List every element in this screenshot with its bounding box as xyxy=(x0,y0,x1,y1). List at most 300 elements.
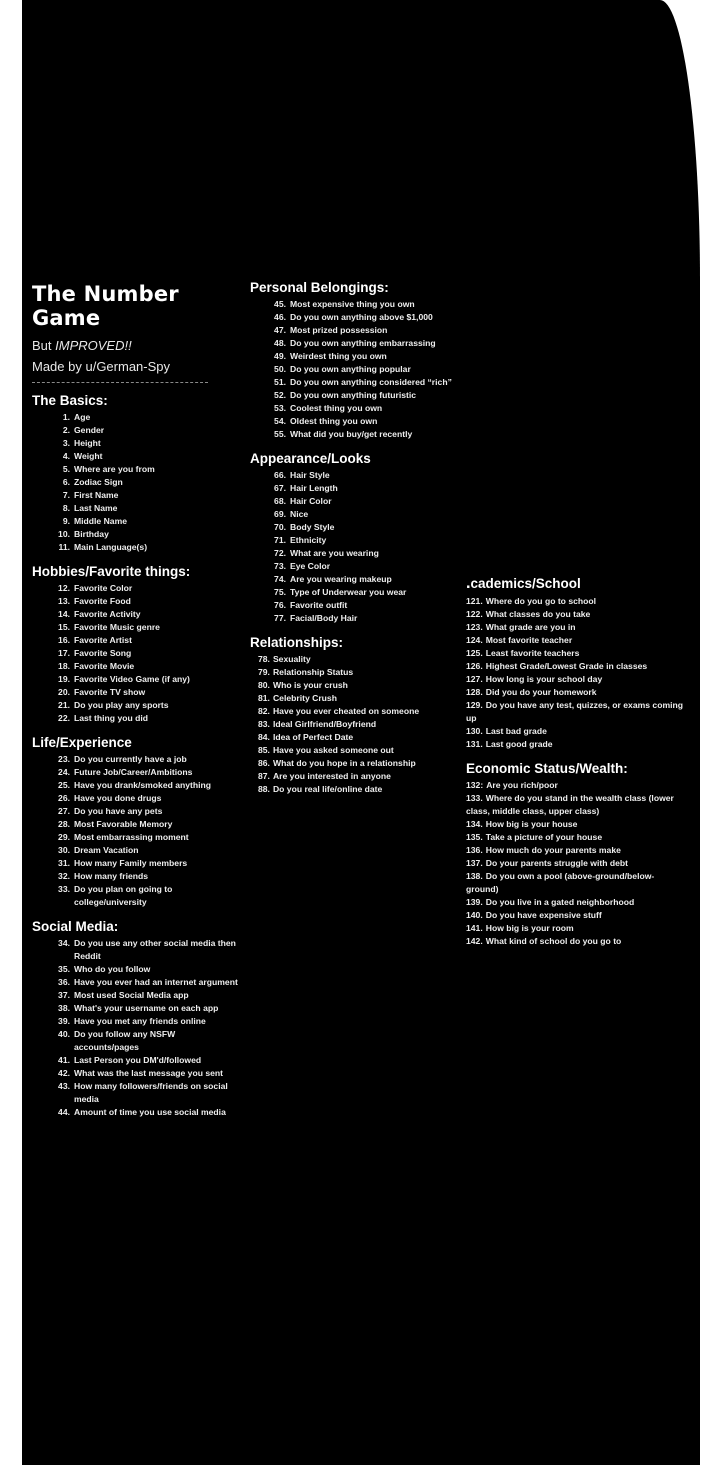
list-item xyxy=(258,679,462,692)
item-text: Favorite Song xyxy=(74,648,132,658)
item-text: Take a picture of your house xyxy=(485,832,603,842)
item-number: 49. xyxy=(274,351,286,361)
item-text: Height xyxy=(74,438,101,448)
item-number: 127. xyxy=(466,674,483,684)
item-text: What was the last message you sent xyxy=(74,1068,224,1078)
item-text: Favorite outfit xyxy=(290,600,348,610)
item-number: 130. xyxy=(466,726,483,736)
list-item xyxy=(48,1028,242,1054)
list-item xyxy=(258,363,462,376)
item-number: 23. xyxy=(58,754,70,764)
column-1 xyxy=(32,282,242,1129)
item-text: Most favorite teacher xyxy=(485,635,573,645)
item-number: 68. xyxy=(274,496,286,506)
item-number: 85. xyxy=(258,745,270,755)
item-number: 39. xyxy=(58,1016,70,1026)
item-number: 86. xyxy=(258,758,270,768)
list-item xyxy=(466,595,686,608)
item-text: Ideal Girlfriend/Boyfriend xyxy=(272,719,377,729)
question-list xyxy=(250,298,462,441)
list-item xyxy=(258,389,462,402)
list-item xyxy=(48,766,242,779)
item-text: Favorite Activity xyxy=(74,609,141,619)
list-item xyxy=(258,311,462,324)
item-text: Age xyxy=(74,412,91,422)
question-list xyxy=(32,937,242,1119)
section xyxy=(250,635,462,796)
list-item xyxy=(48,424,242,437)
item-text: Favorite Music genre xyxy=(74,622,160,632)
section xyxy=(32,919,242,1119)
item-text: Birthday xyxy=(74,529,109,539)
item-text: Do you have expensive stuff xyxy=(485,910,602,920)
item-text: Do you own anything considered “rich” xyxy=(290,377,452,387)
item-text: What are you wearing xyxy=(290,548,379,558)
item-text: Facial/Body Hair xyxy=(290,613,358,623)
item-text: Are you wearing makeup xyxy=(290,574,392,584)
item-number: 48. xyxy=(274,338,286,348)
list-item xyxy=(48,502,242,515)
item-text: How many followers/friends on social media xyxy=(74,1081,228,1104)
item-text: Do you own anything futuristic xyxy=(290,390,417,400)
question-list xyxy=(250,653,462,796)
list-item xyxy=(48,976,242,989)
list-item xyxy=(48,963,242,976)
list-item xyxy=(466,792,686,818)
list-item xyxy=(258,534,462,547)
item-number: 84. xyxy=(258,732,270,742)
item-number: 132: xyxy=(466,780,484,790)
item-text: Do you live in a gated neighborhood xyxy=(485,897,635,907)
item-number: 129. xyxy=(466,700,483,710)
column-2-sections xyxy=(250,280,462,796)
list-item xyxy=(48,541,242,554)
item-text: Favorite Artist xyxy=(74,635,132,645)
item-number: 133. xyxy=(466,793,483,803)
list-item xyxy=(258,653,462,666)
list-item xyxy=(466,699,686,725)
list-item xyxy=(48,582,242,595)
list-item xyxy=(48,712,242,725)
item-text: Have you ever cheated on someone xyxy=(272,706,420,716)
list-item xyxy=(466,909,686,922)
list-item xyxy=(48,673,242,686)
list-item xyxy=(258,324,462,337)
list-item xyxy=(258,612,462,625)
list-item xyxy=(48,621,242,634)
item-number: 78. xyxy=(258,654,270,664)
item-text: How long is your school day xyxy=(485,674,603,684)
list-item xyxy=(466,686,686,699)
list-item xyxy=(48,686,242,699)
item-number: 5. xyxy=(62,464,70,474)
list-item xyxy=(48,608,242,621)
page-title: The Number Game xyxy=(32,282,179,330)
list-item xyxy=(466,673,686,686)
item-text: Celebrity Crush xyxy=(272,693,337,703)
list-item xyxy=(258,337,462,350)
item-text: What's your username on each app xyxy=(74,1003,219,1013)
item-text: Are you interested in anyone xyxy=(272,771,391,781)
item-text: How big is your room xyxy=(485,923,574,933)
item-number: 13. xyxy=(58,596,70,606)
item-number: 135. xyxy=(466,832,483,842)
item-text: How big is your house xyxy=(485,819,578,829)
item-number: 30. xyxy=(58,845,70,855)
list-item xyxy=(466,608,686,621)
document-page xyxy=(22,0,700,1465)
item-number: 33. xyxy=(58,884,70,894)
item-number: 6. xyxy=(62,477,70,487)
item-number: 4. xyxy=(62,451,70,461)
item-number: 38. xyxy=(58,1003,70,1013)
item-number: 139. xyxy=(466,897,483,907)
item-text: Idea of Perfect Date xyxy=(272,732,354,742)
list-item xyxy=(48,805,242,818)
section xyxy=(250,451,462,625)
item-text: Last good grade xyxy=(485,739,553,749)
author-credit: Made by u/German-Spy xyxy=(32,359,171,374)
item-text: Most embarrassing moment xyxy=(74,832,189,842)
item-text: Zodiac Sign xyxy=(74,477,123,487)
item-number: 138. xyxy=(466,871,483,881)
item-number: 55. xyxy=(274,429,286,439)
list-item xyxy=(48,437,242,450)
item-number: 131. xyxy=(466,739,483,749)
section-title: Life/Experience xyxy=(32,735,132,750)
column-3 xyxy=(466,576,686,958)
item-number: 121. xyxy=(466,596,483,606)
list-item xyxy=(466,660,686,673)
subtitle-emphasis: IMPROVED!! xyxy=(55,338,132,353)
header-divider xyxy=(32,382,208,383)
question-list xyxy=(32,411,242,554)
list-item xyxy=(48,1054,242,1067)
page-subtitle xyxy=(32,338,242,353)
item-text: Do you have any test, quizzes, or exams coming up xyxy=(466,700,683,723)
item-number: 75. xyxy=(274,587,286,597)
list-item xyxy=(258,692,462,705)
item-text: Do you have any pets xyxy=(74,806,163,816)
list-item xyxy=(48,989,242,1002)
item-number: 27. xyxy=(58,806,70,816)
item-number: 46. xyxy=(274,312,286,322)
item-number: 31. xyxy=(58,858,70,868)
item-text: What do you hope in a relationship xyxy=(272,758,416,768)
item-text: Middle Name xyxy=(74,516,128,526)
section-title: Relationships: xyxy=(250,635,344,650)
item-text: Do you own anything embarrassing xyxy=(290,338,436,348)
item-text: Last thing you did xyxy=(74,713,148,723)
list-item xyxy=(258,783,462,796)
item-text: Last Person you DM'd/followed xyxy=(74,1055,202,1065)
list-item xyxy=(466,725,686,738)
item-number: 8. xyxy=(62,503,70,513)
section xyxy=(32,735,242,909)
item-text: Do you own a pool (above-ground/below-ground) xyxy=(466,871,655,894)
item-number: 71. xyxy=(274,535,286,545)
item-text: What kind of school do you go to xyxy=(485,936,622,946)
list-item xyxy=(258,718,462,731)
item-text: Hair Length xyxy=(290,483,338,493)
item-text: Gender xyxy=(74,425,105,435)
list-item xyxy=(48,1080,242,1106)
item-text: Where do you go to school xyxy=(485,596,597,606)
list-item xyxy=(48,647,242,660)
item-text: Hair Style xyxy=(290,470,330,480)
item-text: Do you real life/online date xyxy=(272,784,383,794)
column-3-sections xyxy=(466,576,686,948)
item-text: How much do your parents make xyxy=(485,845,621,855)
item-text: Who is your crush xyxy=(272,680,348,690)
item-text: Do you use any other social media then Reddit xyxy=(74,938,236,961)
list-item xyxy=(258,599,462,612)
list-item xyxy=(466,922,686,935)
item-text: Weirdest thing you own xyxy=(290,351,387,361)
list-item xyxy=(258,770,462,783)
item-number: 29. xyxy=(58,832,70,842)
item-text: Eye Color xyxy=(290,561,331,571)
item-number: 20. xyxy=(58,687,70,697)
item-number: 17. xyxy=(58,648,70,658)
item-text: What did you buy/get recently xyxy=(290,429,413,439)
list-item xyxy=(48,1067,242,1080)
item-number: 18. xyxy=(58,661,70,671)
item-text: Do you currently have a job xyxy=(74,754,187,764)
question-list xyxy=(32,753,242,909)
item-text: Favorite Movie xyxy=(74,661,135,671)
item-number: 81. xyxy=(258,693,270,703)
item-number: 36. xyxy=(58,977,70,987)
item-text: Last bad grade xyxy=(485,726,547,736)
item-text: Highest Grade/Lowest Grade in classes xyxy=(485,661,648,671)
item-text: Do you play any sports xyxy=(74,700,169,710)
list-item xyxy=(258,469,462,482)
item-number: 125. xyxy=(466,648,483,658)
list-item xyxy=(466,738,686,751)
list-item xyxy=(48,489,242,502)
item-number: 45. xyxy=(274,299,286,309)
list-item xyxy=(258,731,462,744)
section-title: Hobbies/Favorite things: xyxy=(32,564,191,579)
item-text: Hair Color xyxy=(290,496,332,506)
list-item xyxy=(258,744,462,757)
item-number: 54. xyxy=(274,416,286,426)
item-text: Did you do your homework xyxy=(485,687,597,697)
list-item xyxy=(258,428,462,441)
list-item xyxy=(48,857,242,870)
item-number: 21. xyxy=(58,700,70,710)
item-number: 41. xyxy=(58,1055,70,1065)
item-number: 35. xyxy=(58,964,70,974)
item-number: 37. xyxy=(58,990,70,1000)
list-item xyxy=(48,792,242,805)
item-number: 25. xyxy=(58,780,70,790)
item-number: 126. xyxy=(466,661,483,671)
item-text: Where are you from xyxy=(74,464,155,474)
item-number: 122. xyxy=(466,609,483,619)
item-text: Coolest thing you own xyxy=(290,403,383,413)
item-text: Have you ever had an internet argument xyxy=(74,977,238,987)
item-text: Do you own anything popular xyxy=(290,364,411,374)
list-item xyxy=(48,595,242,608)
list-item xyxy=(48,844,242,857)
item-number: 72. xyxy=(274,548,286,558)
question-list xyxy=(466,779,686,948)
section-title: ․cademics/School xyxy=(466,576,581,591)
item-number: 50. xyxy=(274,364,286,374)
item-text: Amount of time you use social media xyxy=(74,1107,226,1117)
item-text: Are you rich/poor xyxy=(486,780,558,790)
item-number: 42. xyxy=(58,1068,70,1078)
list-item xyxy=(48,476,242,489)
item-text: Have you asked someone out xyxy=(272,745,394,755)
question-list xyxy=(466,595,686,751)
item-number: 44. xyxy=(58,1107,70,1117)
item-text: Dream Vacation xyxy=(74,845,139,855)
list-item xyxy=(48,870,242,883)
list-item xyxy=(48,779,242,792)
list-item xyxy=(258,573,462,586)
list-item xyxy=(466,844,686,857)
item-number: 134. xyxy=(466,819,483,829)
list-item xyxy=(258,376,462,389)
item-number: 3. xyxy=(62,438,70,448)
item-number: 11. xyxy=(58,542,70,552)
list-item xyxy=(258,350,462,363)
item-text: First Name xyxy=(74,490,119,500)
list-item xyxy=(258,482,462,495)
item-text: Do you plan on going to college/university xyxy=(74,884,173,907)
list-item xyxy=(258,757,462,770)
item-number: 32. xyxy=(58,871,70,881)
item-text: Do you follow any NSFW accounts/pages xyxy=(74,1029,176,1052)
list-item xyxy=(48,1002,242,1015)
item-text: Have you drank/smoked anything xyxy=(74,780,212,790)
item-number: 9. xyxy=(62,516,70,526)
list-item xyxy=(466,935,686,948)
item-text: Nice xyxy=(290,509,309,519)
section xyxy=(250,280,462,441)
item-number: 124. xyxy=(466,635,483,645)
list-item xyxy=(466,634,686,647)
item-text: Oldest thing you own xyxy=(290,416,378,426)
item-text: Relationship Status xyxy=(272,667,354,677)
item-text: Do you own anything above $1,000 xyxy=(290,312,433,322)
list-item xyxy=(48,753,242,766)
item-number: 123. xyxy=(466,622,483,632)
item-number: 51. xyxy=(274,377,286,387)
item-number: 28. xyxy=(58,819,70,829)
list-item xyxy=(466,621,686,634)
list-item xyxy=(48,515,242,528)
item-number: 40. xyxy=(58,1029,70,1039)
item-number: 66. xyxy=(274,470,286,480)
item-text: How many friends xyxy=(74,871,149,881)
item-number: 24. xyxy=(58,767,70,777)
list-item xyxy=(48,660,242,673)
item-number: 88. xyxy=(258,784,270,794)
item-number: 15. xyxy=(58,622,70,632)
item-number: 22. xyxy=(58,713,70,723)
item-number: 52. xyxy=(274,390,286,400)
item-number: 53. xyxy=(274,403,286,413)
item-number: 10. xyxy=(58,529,70,539)
list-item xyxy=(48,831,242,844)
item-number: 73. xyxy=(274,561,286,571)
list-item xyxy=(48,1106,242,1119)
section xyxy=(32,393,242,554)
item-text: Ethnicity xyxy=(290,535,327,545)
item-text: Most expensive thing you own xyxy=(290,299,415,309)
item-number: 142. xyxy=(466,936,483,946)
item-number: 12. xyxy=(58,583,70,593)
item-number: 137. xyxy=(466,858,483,868)
list-item xyxy=(466,647,686,660)
item-number: 80. xyxy=(258,680,270,690)
list-item xyxy=(258,402,462,415)
list-item xyxy=(258,560,462,573)
item-number: 70. xyxy=(274,522,286,532)
section-title: Social Media: xyxy=(32,919,119,934)
list-item xyxy=(48,528,242,541)
section-title: Appearance/Looks xyxy=(250,451,371,466)
item-number: 87. xyxy=(258,771,270,781)
item-number: 77. xyxy=(274,613,286,623)
item-number: 69. xyxy=(274,509,286,519)
item-text: Most Favorable Memory xyxy=(74,819,173,829)
list-item xyxy=(48,818,242,831)
item-text: Favorite Video Game (if any) xyxy=(74,674,190,684)
item-text: Have you met any friends online xyxy=(74,1016,206,1026)
subtitle-prefix: But xyxy=(32,338,56,353)
item-text: Favorite Food xyxy=(74,596,131,606)
list-item xyxy=(258,586,462,599)
list-item xyxy=(258,547,462,560)
item-text: What grade are you in xyxy=(485,622,576,632)
list-item xyxy=(258,298,462,311)
list-item xyxy=(258,415,462,428)
item-text: Body Style xyxy=(290,522,335,532)
list-item xyxy=(466,857,686,870)
item-number: 136. xyxy=(466,845,483,855)
item-text: Most prized possession xyxy=(290,325,388,335)
item-text: Favorite TV show xyxy=(74,687,146,697)
item-text: Where do you stand in the wealth class (lower class, middle class, upper class) xyxy=(466,793,674,816)
list-item xyxy=(258,508,462,521)
list-item xyxy=(48,450,242,463)
section xyxy=(466,576,686,751)
item-text: Have you done drugs xyxy=(74,793,162,803)
list-item xyxy=(48,937,242,963)
list-item xyxy=(258,666,462,679)
section xyxy=(32,564,242,725)
list-item xyxy=(466,896,686,909)
column-1-sections xyxy=(32,393,242,1119)
list-item xyxy=(48,1015,242,1028)
list-item xyxy=(466,870,686,896)
list-item xyxy=(466,779,686,792)
section-title: Economic Status/Wealth: xyxy=(466,761,628,776)
item-number: 74. xyxy=(274,574,286,584)
item-number: 83. xyxy=(258,719,270,729)
list-item xyxy=(466,831,686,844)
item-number: 7. xyxy=(62,490,70,500)
item-number: 1. xyxy=(62,412,70,422)
item-text: Last Name xyxy=(74,503,118,513)
item-text: Most used Social Media app xyxy=(74,990,189,1000)
item-text: Weight xyxy=(74,451,103,461)
